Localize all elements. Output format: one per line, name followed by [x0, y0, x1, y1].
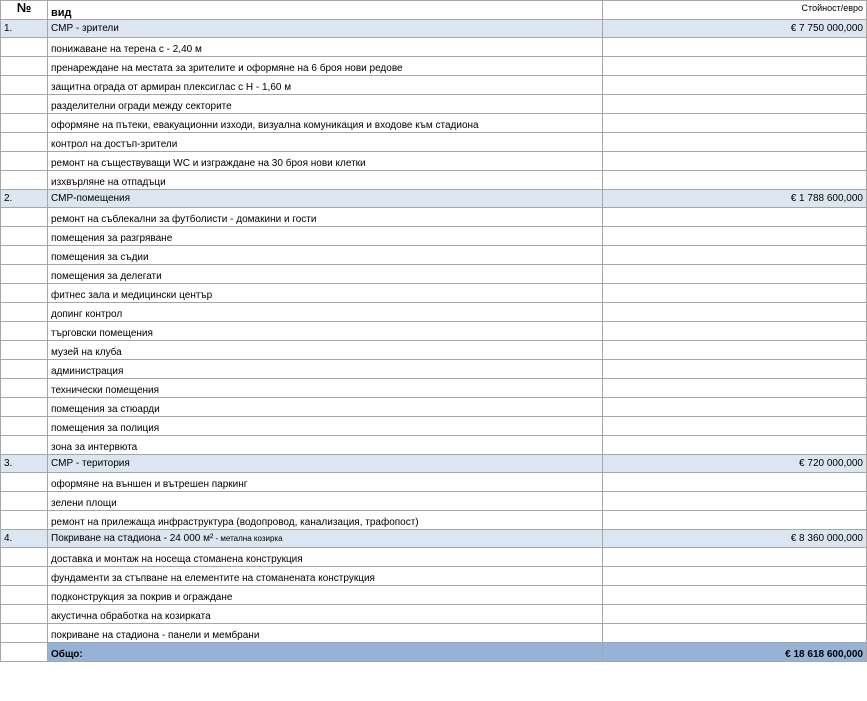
item-description[interactable]: подконструкция за покрив и ограждане [48, 586, 603, 605]
section-name-text: СМР-помещения [51, 192, 131, 204]
item-value-cell[interactable] [603, 265, 867, 284]
item-value-cell[interactable] [603, 246, 867, 265]
item-description[interactable]: контрол на достъп-зрители [48, 133, 603, 152]
item-value-cell[interactable] [603, 473, 867, 492]
item-value-cell[interactable] [603, 76, 867, 95]
item-number-cell[interactable] [1, 38, 48, 57]
item-value-cell[interactable] [603, 303, 867, 322]
item-number-cell[interactable] [1, 398, 48, 417]
item-row [1, 492, 867, 511]
item-row [1, 360, 867, 379]
item-row [1, 152, 867, 171]
header-type[interactable]: вид [48, 1, 603, 20]
item-number-cell[interactable] [1, 548, 48, 567]
item-row [1, 284, 867, 303]
item-description[interactable]: доставка и монтаж на носеща стоманена конструкция [48, 548, 603, 567]
section-value[interactable]: € 8 360 000,000 [603, 530, 867, 548]
item-value-cell[interactable] [603, 624, 867, 643]
item-value-cell[interactable] [603, 171, 867, 190]
item-value-cell[interactable] [603, 417, 867, 436]
item-description[interactable]: музей на клуба [48, 341, 603, 360]
item-description[interactable]: разделителни огради между секторите [48, 95, 603, 114]
section-name-text: СМР - зрители [51, 22, 119, 34]
item-value-cell[interactable] [603, 152, 867, 171]
item-value-cell[interactable] [603, 567, 867, 586]
section-number[interactable]: 2. [1, 190, 48, 208]
item-number-cell[interactable] [1, 76, 48, 95]
item-number-cell[interactable] [1, 511, 48, 530]
item-number-cell[interactable] [1, 473, 48, 492]
item-value-cell[interactable] [603, 360, 867, 379]
section-name[interactable] [48, 455, 603, 473]
item-value-cell[interactable] [603, 398, 867, 417]
section-number[interactable]: 4. [1, 530, 48, 548]
section-name-text: СМР - територия [51, 457, 130, 469]
section-value[interactable]: € 720 000,000 [603, 455, 867, 473]
item-description[interactable]: помещения за съдии [48, 246, 603, 265]
item-description[interactable]: оформяне на пътеки, евакуационни изходи, визуална комуникация и входове към стадиона [48, 114, 603, 133]
item-number-cell[interactable] [1, 133, 48, 152]
item-number-cell[interactable] [1, 57, 48, 76]
item-description[interactable]: пренареждане на местата за зрителите и оформяне на 6 броя нови редове [48, 57, 603, 76]
item-value-cell[interactable] [603, 492, 867, 511]
item-description[interactable]: фитнес зала и медицински център [48, 284, 603, 303]
header-row [1, 1, 867, 20]
section-row [1, 20, 867, 38]
item-value-cell[interactable] [603, 133, 867, 152]
section-value[interactable]: € 1 788 600,000 [603, 190, 867, 208]
section-row [1, 455, 867, 473]
item-number-cell[interactable] [1, 322, 48, 341]
total-row [1, 643, 867, 662]
item-description[interactable]: фундаменти за стъпване на елементите на стоманената конструкция [48, 567, 603, 586]
item-row [1, 171, 867, 190]
section-name[interactable] [48, 190, 603, 208]
item-number-cell[interactable] [1, 114, 48, 133]
item-row [1, 303, 867, 322]
item-number-cell[interactable] [1, 246, 48, 265]
item-number-cell[interactable] [1, 360, 48, 379]
item-number-cell[interactable] [1, 379, 48, 398]
item-number-cell[interactable] [1, 492, 48, 511]
item-number-cell[interactable] [1, 171, 48, 190]
item-description[interactable]: ремонт на съществуващи WC и изграждане на 30 броя нови клетки [48, 152, 603, 171]
item-number-cell[interactable] [1, 265, 48, 284]
section-name[interactable] [48, 530, 603, 548]
item-description[interactable]: понижаване на терена с - 2,40 м [48, 38, 603, 57]
item-description[interactable]: ремонт на прилежаща инфраструктура (водопровод, канализация, трафопост) [48, 511, 603, 530]
item-number-cell[interactable] [1, 152, 48, 171]
section-name-text: Покриване на стадиона - 24 000 м² [51, 532, 214, 544]
item-description[interactable]: помещения за стюарди [48, 398, 603, 417]
item-value-cell[interactable] [603, 586, 867, 605]
item-row [1, 208, 867, 227]
item-number-cell[interactable] [1, 208, 48, 227]
item-value-cell[interactable] [603, 114, 867, 133]
item-row [1, 511, 867, 530]
item-row [1, 322, 867, 341]
item-number-cell[interactable] [1, 567, 48, 586]
item-row [1, 57, 867, 76]
item-description[interactable]: акустична обработка на козирката [48, 605, 603, 624]
item-row [1, 38, 867, 57]
item-number-cell[interactable] [1, 436, 48, 455]
item-number-cell[interactable] [1, 417, 48, 436]
item-description[interactable]: зелени площи [48, 492, 603, 511]
item-value-cell[interactable] [603, 57, 867, 76]
item-value-cell[interactable] [603, 379, 867, 398]
section-value[interactable]: € 7 750 000,000 [603, 20, 867, 38]
item-description[interactable]: ремонт на съблекални за футболисти - домакини и гости [48, 208, 603, 227]
item-description[interactable]: помещения за разгряване [48, 227, 603, 246]
item-description[interactable]: зона за интервюта [48, 436, 603, 455]
item-row [1, 398, 867, 417]
item-row [1, 227, 867, 246]
item-value-cell[interactable] [603, 208, 867, 227]
item-row [1, 586, 867, 605]
header-number[interactable]: № [1, 1, 48, 20]
item-number-cell[interactable] [1, 586, 48, 605]
total-label[interactable]: Общо: [48, 643, 603, 662]
item-value-cell[interactable] [603, 322, 867, 341]
item-number-cell[interactable] [1, 95, 48, 114]
section-row [1, 190, 867, 208]
section-row [1, 530, 867, 548]
item-row [1, 605, 867, 624]
item-row [1, 341, 867, 360]
item-row [1, 548, 867, 567]
item-value-cell[interactable] [603, 284, 867, 303]
item-description[interactable]: помещения за делегати [48, 265, 603, 284]
cost-table-body [1, 1, 867, 662]
item-description[interactable]: търговски помещения [48, 322, 603, 341]
item-number-cell[interactable] [1, 624, 48, 643]
item-description[interactable]: администрация [48, 360, 603, 379]
item-number-cell[interactable] [1, 303, 48, 322]
section-number[interactable]: 3. [1, 455, 48, 473]
item-value-cell[interactable] [603, 341, 867, 360]
item-row [1, 624, 867, 643]
item-value-cell[interactable] [603, 605, 867, 624]
header-value[interactable]: Стойност/евро [603, 1, 867, 20]
item-row [1, 265, 867, 284]
item-row [1, 379, 867, 398]
item-description[interactable]: оформяне на външен и вътрешен паркинг [48, 473, 603, 492]
item-value-cell[interactable] [603, 95, 867, 114]
item-row [1, 417, 867, 436]
item-row [1, 473, 867, 492]
item-number-cell[interactable] [1, 227, 48, 246]
item-row [1, 246, 867, 265]
total-number-cell[interactable] [1, 643, 48, 662]
item-row [1, 436, 867, 455]
item-value-cell[interactable] [603, 38, 867, 57]
total-value[interactable]: € 18 618 600,000 [603, 643, 867, 662]
item-description[interactable]: изхвърляне на отпадъци [48, 171, 603, 190]
item-number-cell[interactable] [1, 605, 48, 624]
item-number-cell[interactable] [1, 341, 48, 360]
item-row [1, 95, 867, 114]
item-description[interactable]: технически помещения [48, 379, 603, 398]
section-number[interactable]: 1. [1, 20, 48, 38]
section-name[interactable] [48, 20, 603, 38]
item-description[interactable]: покриване на стадиона - панели и мембрани [48, 624, 603, 643]
item-description[interactable]: допинг контрол [48, 303, 603, 322]
item-row [1, 133, 867, 152]
item-value-cell[interactable] [603, 511, 867, 530]
item-value-cell[interactable] [603, 227, 867, 246]
item-description[interactable]: защитна ограда от армиран плексиглас с Н - 1,60 м [48, 76, 603, 95]
item-row [1, 567, 867, 586]
item-row [1, 76, 867, 95]
item-row [1, 114, 867, 133]
section-name-suffix: - метална козирка [213, 533, 283, 543]
item-value-cell[interactable] [603, 436, 867, 455]
item-description[interactable]: помещения за полиция [48, 417, 603, 436]
item-value-cell[interactable] [603, 548, 867, 567]
item-number-cell[interactable] [1, 284, 48, 303]
